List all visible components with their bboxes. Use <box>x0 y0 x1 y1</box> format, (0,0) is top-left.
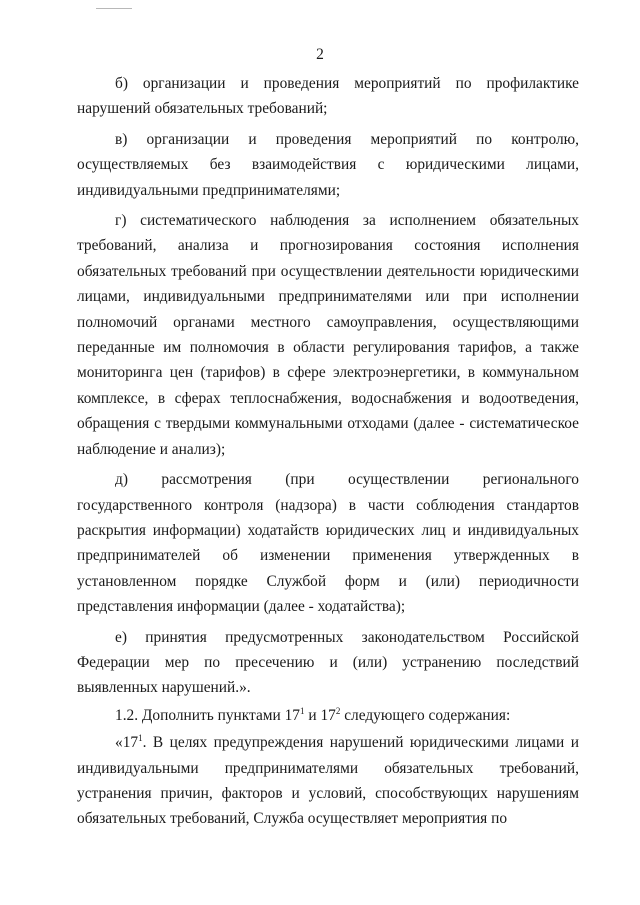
paragraph-v: в) организации и проведения мероприятий по контролю, осуществляемых без взаимодействия с юридическими лицами, индивидуальными предпринимателями; <box>77 130 579 199</box>
paragraph-g: г) систематического наблюдения за исполнением обязательных требований, анализа и прогнозирования состояния исполнения обязательных требований при осуществлении деятельности юридическими лицами, индивидуальными предпринимателями или при исполнении полномочий органами местного самоуправления, осуществляющими переданные им полномочия в области регулирования тарифов, а также мониторинга цен (тарифов) в сфере электроэнергетики, в коммунальном комплексе, в сферах теплоснабжения, водоснабжения и водоотведения, обращения с твердыми коммунальными отходами (далее - систематическое наблюдение и анализ); <box>77 212 579 458</box>
paragraph-1-2-after: следующего содержания: <box>340 706 511 724</box>
paragraph-17-1-text: . В целях предупреждения нарушений юридическими лицами и индивидуальными предпринимателями обязательных требований, устранения причин, факторов и условий, способствующих нарушениям обязательных требований, Служба осуществляет мероприятия по <box>77 734 579 828</box>
paragraph-e: е) принятия предусмотренных законодательством Российской Федерации мер по пресечению и (или) устранению последствий выявленных нарушений.». <box>77 628 579 697</box>
scan-artifact <box>96 8 132 9</box>
superscript-2: 2 <box>335 705 341 716</box>
paragraph-17-1-open: «17 <box>115 734 139 752</box>
superscript-1: 1 <box>300 705 305 716</box>
page-number: 2 <box>316 46 324 63</box>
superscript-17-1: 1 <box>138 733 143 744</box>
paragraph-1-2 <box>77 703 579 728</box>
paragraph-1-2-mid: и 17 <box>304 706 336 724</box>
paragraph-1-2-before: 1.2. Дополнить пунктами 17 <box>115 706 301 724</box>
paragraph-b: б) организации и проведения мероприятий по профилактике нарушений обязательных требований; <box>77 75 579 118</box>
paragraph-d: д) рассмотрения (при осуществлении регионального государственного контроля (надзора) в части соблюдения стандартов раскрытия информации) ходатайств юридических лиц и индивидуальных предпринимателей об изменении применения утвержденных в установленном порядке Службой форм и (или) периодичности представления информации (далее - ходатайства); <box>77 471 579 616</box>
document-body <box>77 71 579 832</box>
paragraph-17-1 <box>77 730 579 832</box>
